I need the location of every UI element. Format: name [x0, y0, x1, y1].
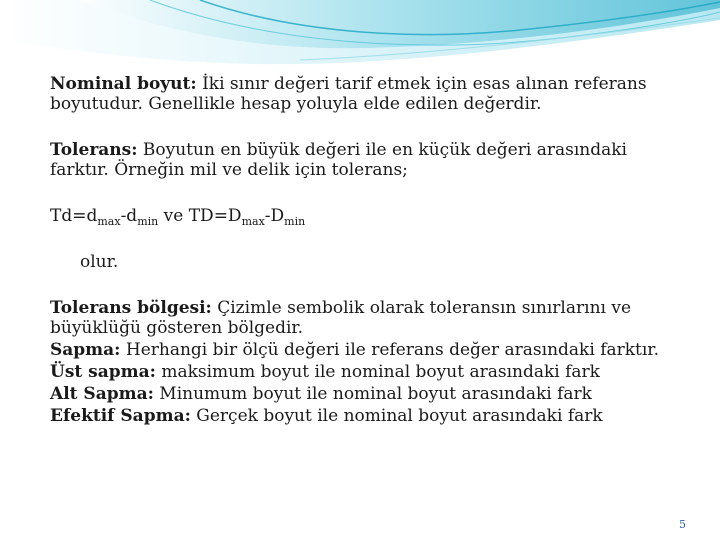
definition-term: Tolerans bölgesi:	[50, 298, 212, 318]
definition-tolerans-bolgesi	[50, 298, 670, 338]
definition-sapma	[50, 340, 670, 360]
olur-line: olur.	[80, 252, 119, 272]
formula-sub-2: min	[137, 215, 159, 228]
tolerance-formula	[50, 206, 670, 226]
definition-text: Çizimle sembolik olarak toleransın sınırlarını ve büyüklüğü gösteren bölgedir.	[50, 298, 632, 338]
tolerans-term: Tolerans:	[50, 140, 138, 160]
header-wave-decoration	[0, 0, 720, 70]
formula-part-1: Td=d	[50, 206, 98, 226]
formula-part-2: -d	[120, 206, 138, 226]
definition-term: Alt Sapma:	[50, 384, 154, 404]
definition-ust-sapma	[50, 362, 670, 382]
tolerans-text: Boyutun en büyük değeri ile en küçük değeri arasındaki farktır. Örneğin mil ve delik için tolerans;	[50, 140, 627, 180]
definition-term: Efektif Sapma:	[50, 406, 191, 426]
definition-text: Minumum boyut ile nominal boyut arasındaki fark	[153, 384, 592, 404]
definition-text: maksimum boyut ile nominal boyut arasındaki fark	[155, 362, 600, 382]
page-number: 5	[679, 518, 686, 531]
formula-sub-3: max	[241, 215, 265, 228]
definition-efektif-sapma	[50, 406, 670, 426]
nominal-boyut-term: Nominal boyut:	[50, 74, 197, 94]
formula-part-3: ve TD=D	[158, 206, 242, 226]
formula-sub-1: max	[97, 215, 121, 228]
definition-term: Üst sapma:	[50, 362, 156, 382]
tolerans-paragraph	[50, 140, 670, 180]
definition-alt-sapma	[50, 384, 670, 404]
formula-part-4: -D	[264, 206, 285, 226]
formula-sub-4: min	[284, 215, 306, 228]
definition-text: Herhangi bir ölçü değeri ile referans değer arasındaki farktır.	[120, 340, 659, 360]
nominal-boyut-text: İki sınır değeri tarif etmek için esas alınan referans boyutudur. Genellikle hesap yoluyla elde edilen değerdir.	[50, 74, 647, 114]
definition-text: Gerçek boyut ile nominal boyut arasındaki fark	[190, 406, 603, 426]
nominal-boyut-paragraph	[50, 74, 670, 114]
definition-term: Sapma:	[50, 340, 121, 360]
slide-content	[50, 74, 670, 426]
